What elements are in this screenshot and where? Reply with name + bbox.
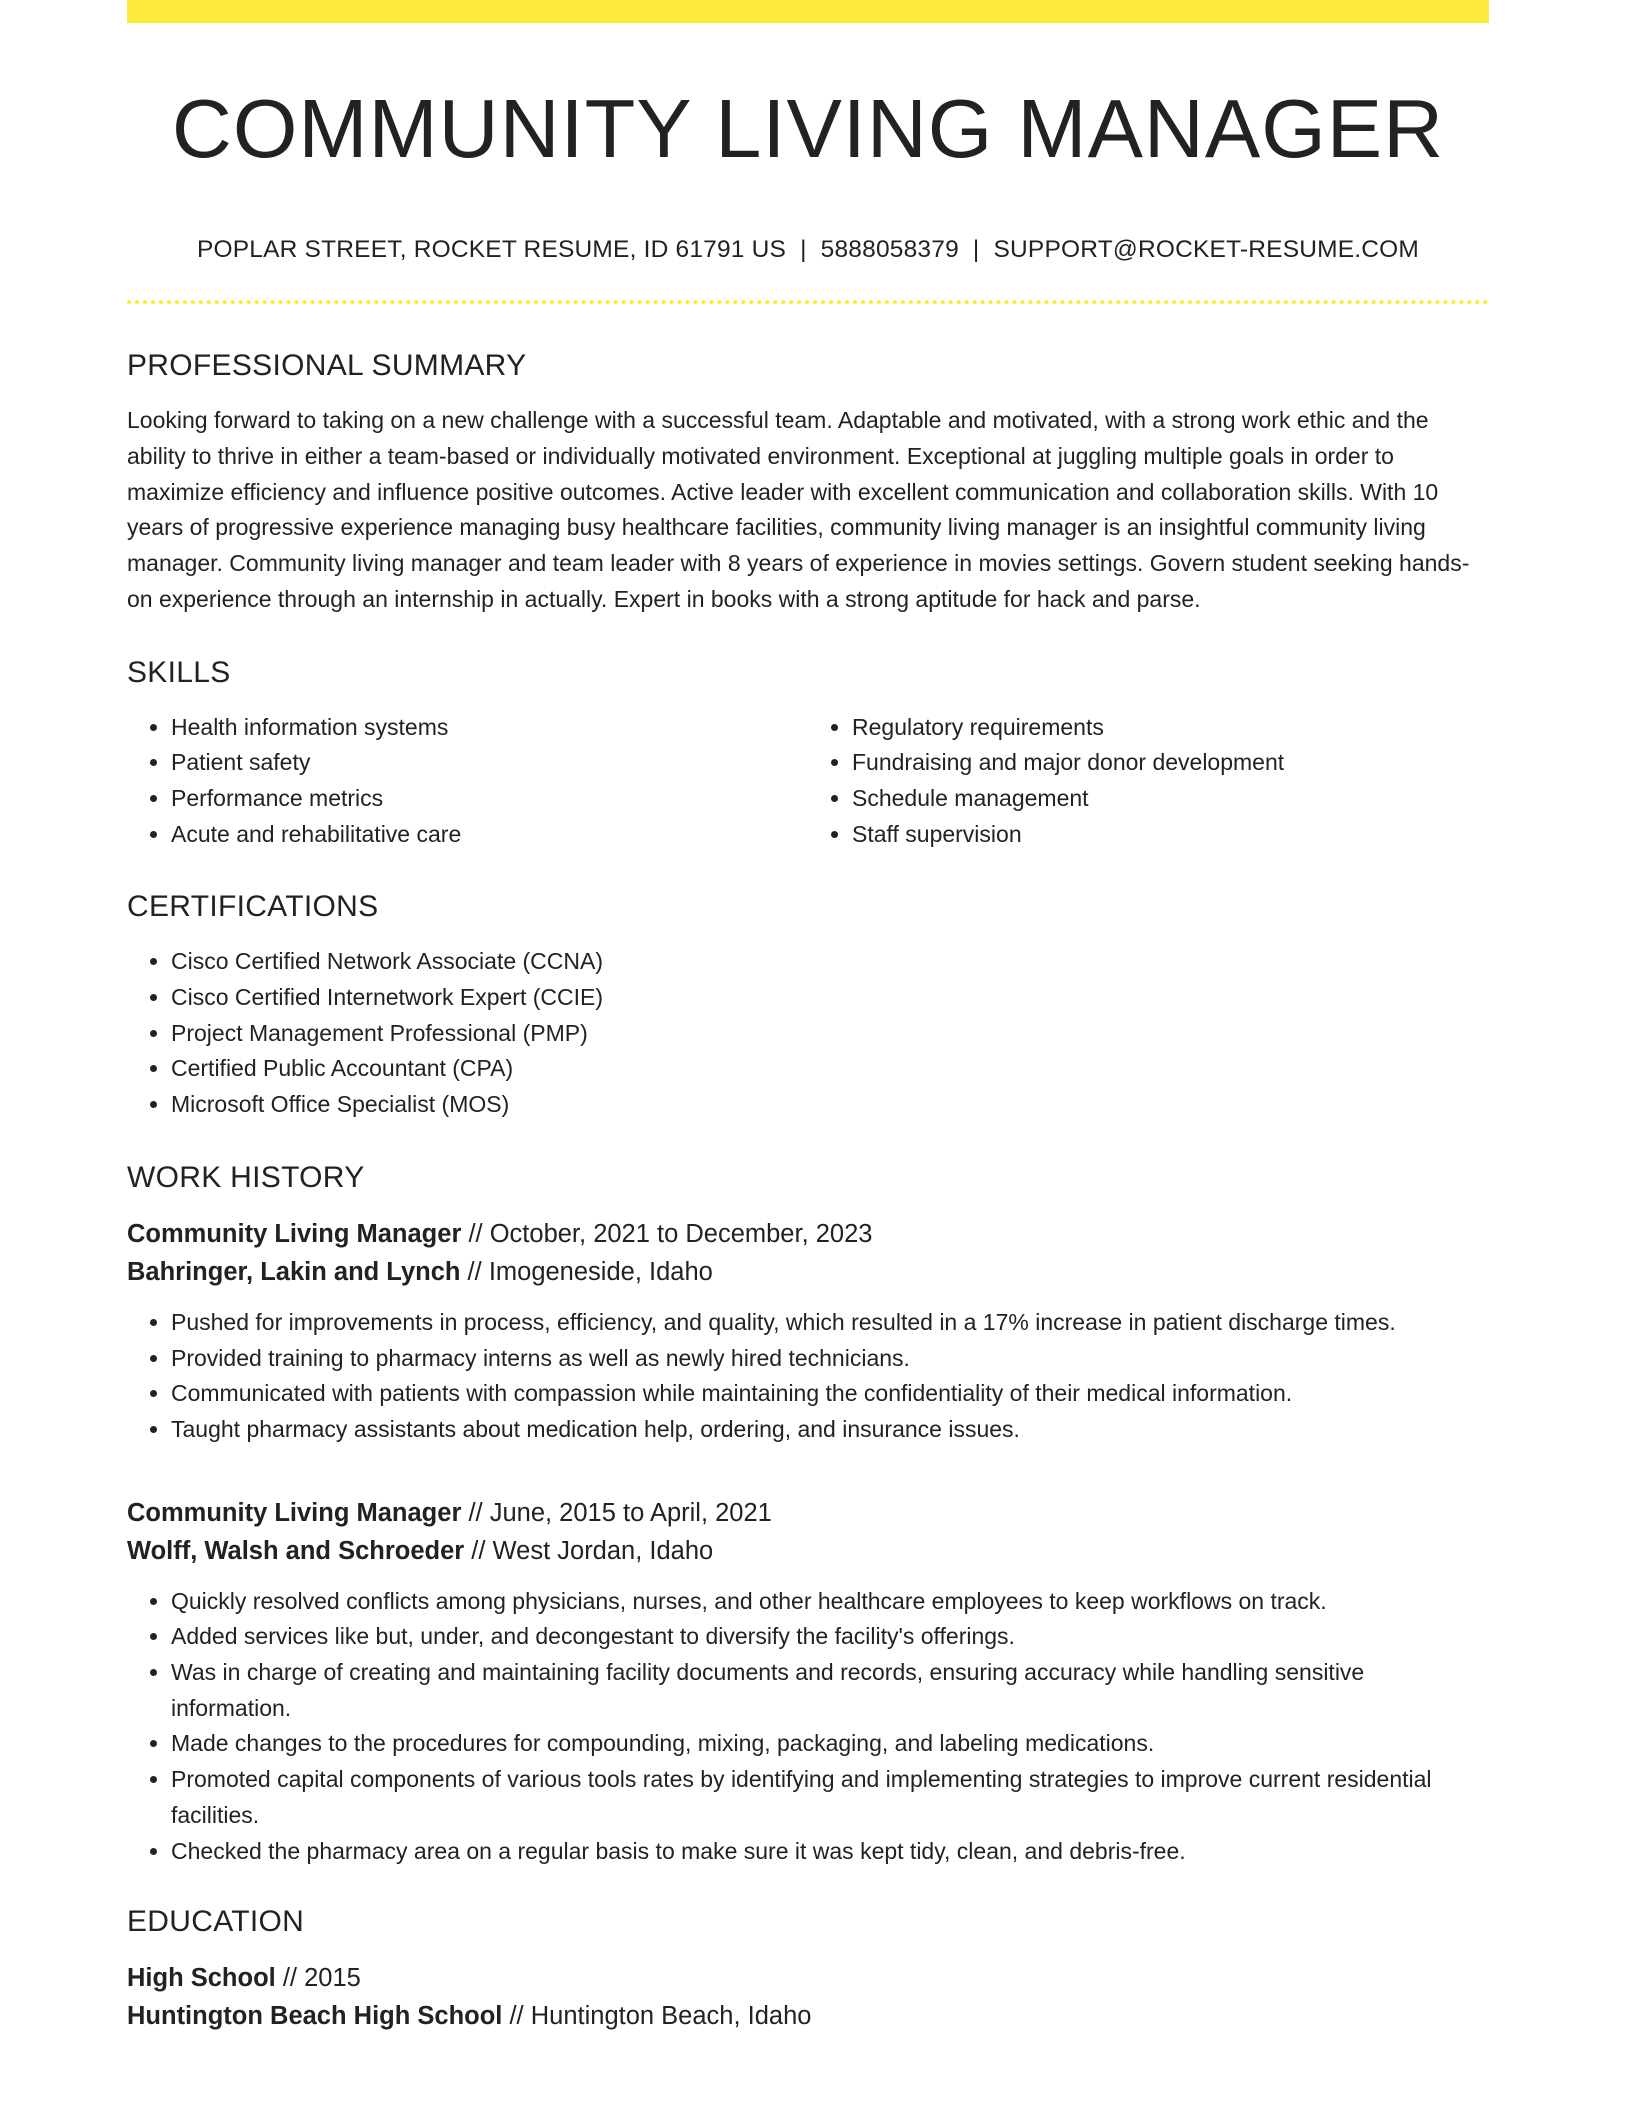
skill-item: • Fundraising and major donor development bbox=[852, 745, 1489, 781]
job-divider: // bbox=[461, 1219, 490, 1248]
job-bullet: • Was in charge of creating and maintaining facility documents and records, ensuring accuracy while handling sensitive information. bbox=[171, 1655, 1489, 1726]
summary-section bbox=[127, 349, 1489, 617]
contact-email[interactable]: SUPPORT@ROCKET-RESUME.COM bbox=[993, 236, 1420, 264]
education-year: 2015 bbox=[304, 1964, 361, 1993]
skills-list-right bbox=[808, 710, 1489, 853]
job-title-line bbox=[127, 1494, 1489, 1532]
certification-item: • Microsoft Office Specialist (MOS) bbox=[171, 1087, 1489, 1123]
job-bullet: • Communicated with patients with compassion while maintaining the confidentiality of their medical information. bbox=[171, 1376, 1489, 1412]
job-location: West Jordan, Idaho bbox=[492, 1536, 714, 1565]
education-school: Huntington Beach High School bbox=[127, 2002, 503, 2031]
job-bullet: • Taught pharmacy assistants about medication help, ordering, and insurance issues. bbox=[171, 1412, 1489, 1448]
contact-line bbox=[127, 236, 1489, 264]
certifications-heading: CERTIFICATIONS bbox=[127, 890, 379, 924]
job-bullet: • Quickly resolved conflicts among physicians, nurses, and other healthcare employees to keep workflows on track. bbox=[171, 1584, 1489, 1620]
top-accent-bar bbox=[127, 0, 1489, 23]
work-history-heading: WORK HISTORY bbox=[127, 1160, 365, 1194]
job-divider: // bbox=[460, 1257, 489, 1286]
skill-item: • Performance metrics bbox=[171, 781, 808, 817]
job-dates: October, 2021 to December, 2023 bbox=[489, 1219, 873, 1248]
certification-item: • Certified Public Accountant (CPA) bbox=[171, 1051, 1489, 1087]
certifications-list bbox=[127, 944, 1489, 1123]
job-company: Wolff, Walsh and Schroeder bbox=[127, 1536, 465, 1565]
job-location: Imogeneside, Idaho bbox=[488, 1257, 713, 1286]
skills-section bbox=[127, 656, 1489, 853]
education-section bbox=[127, 1905, 1489, 2035]
skill-item: • Patient safety bbox=[171, 745, 808, 781]
skills-list-left bbox=[127, 710, 808, 853]
contact-separator: | bbox=[800, 236, 807, 264]
job-bullet: • Promoted capital components of various tools rates by identifying and implementing strategies to improve current residential facilities. bbox=[171, 1762, 1489, 1833]
contact-phone: 5888058379 bbox=[820, 236, 959, 264]
education-degree: High School bbox=[127, 1964, 276, 1993]
skill-item: • Schedule management bbox=[852, 781, 1489, 817]
job-bullet: • Provided training to pharmacy interns as well as newly hired technicians. bbox=[171, 1341, 1489, 1377]
job-bullet: • Pushed for improvements in process, efficiency, and quality, which resulted in a 17% increase in patient discharge times. bbox=[171, 1305, 1489, 1341]
education-heading: EDUCATION bbox=[127, 1905, 305, 1939]
contact-address: POPLAR STREET, ROCKET RESUME, ID 61791 US bbox=[196, 236, 787, 264]
certification-item: • Project Management Professional (PMP) bbox=[171, 1016, 1489, 1052]
job-bullet: • Made changes to the procedures for compounding, mixing, packaging, and labeling medications. bbox=[171, 1726, 1489, 1762]
job-entry bbox=[127, 1494, 1489, 1870]
certification-item: • Cisco Certified Network Associate (CCNA) bbox=[171, 944, 1489, 980]
job-company-line bbox=[127, 1532, 1489, 1570]
job-bullet: • Checked the pharmacy area on a regular basis to make sure it was kept tidy, clean, and debris-free. bbox=[171, 1834, 1489, 1870]
skill-item: • Staff supervision bbox=[852, 817, 1489, 853]
skills-heading: SKILLS bbox=[127, 655, 231, 689]
job-title: Community Living Manager bbox=[127, 1498, 462, 1527]
job-title: Community Living Manager bbox=[127, 1219, 462, 1248]
job-company-line bbox=[127, 1253, 1489, 1291]
education-divider: // bbox=[502, 2002, 531, 2031]
education-degree-line bbox=[127, 1959, 1489, 1997]
job-title-line bbox=[127, 1215, 1489, 1253]
dotted-divider bbox=[127, 300, 1489, 304]
summary-text: Looking forward to taking on a new challenge with a successful team. Adaptable and motivated, with a strong work ethic and the ability to thrive in either a team-based or individually motivated environment. Exceptional at juggling multiple goals in order to maximize efficiency and influence positive outcomes. Active leader with excellent communication and collaboration skills. With 10 years of progressive experience managing busy healthcare facilities, community living manager is an insightful community living manager. Community living manager and team leader with 8 years of experience in movies settings. Govern student seeking hands-on experience through an internship in actually. Expert in books with a strong aptitude for hack and parse. bbox=[127, 407, 1470, 612]
certification-item: • Cisco Certified Internetwork Expert (CCIE) bbox=[171, 980, 1489, 1016]
job-dates: June, 2015 to April, 2021 bbox=[489, 1498, 772, 1527]
job-company: Bahringer, Lakin and Lynch bbox=[127, 1257, 461, 1286]
skill-item: • Acute and rehabilitative care bbox=[171, 817, 808, 853]
job-bullets bbox=[127, 1584, 1489, 1870]
skills-columns bbox=[127, 710, 1489, 853]
job-bullet: • Added services like but, under, and decongestant to diversify the facility's offerings. bbox=[171, 1619, 1489, 1655]
summary-heading: PROFESSIONAL SUMMARY bbox=[127, 349, 527, 383]
education-divider: // bbox=[275, 1964, 305, 1993]
candidate-title: COMMUNITY LIVING MANAGER bbox=[171, 82, 1445, 175]
education-school-line bbox=[127, 1997, 1489, 2035]
job-entry bbox=[127, 1215, 1489, 1448]
skill-item: • Health information systems bbox=[171, 710, 808, 746]
education-entry bbox=[127, 1959, 1489, 2035]
job-bullets bbox=[127, 1305, 1489, 1448]
job-divider: // bbox=[464, 1536, 493, 1565]
certifications-section bbox=[127, 890, 1489, 1123]
resume-page bbox=[127, 0, 1489, 2035]
job-divider: // bbox=[461, 1498, 490, 1527]
education-location: Huntington Beach, Idaho bbox=[530, 2002, 812, 2031]
skill-item: • Regulatory requirements bbox=[852, 710, 1489, 746]
work-history-section bbox=[127, 1161, 1489, 1869]
contact-separator: | bbox=[972, 236, 980, 264]
